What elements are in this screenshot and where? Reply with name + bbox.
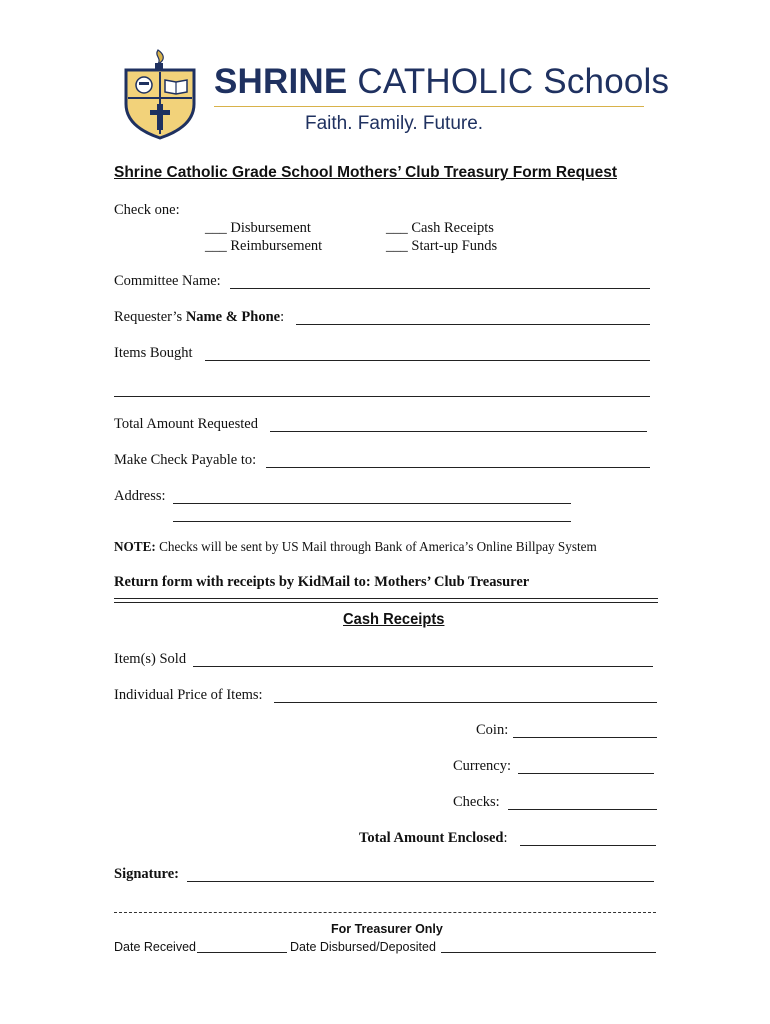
option-reimbursement[interactable]: ___ Reimbursement (205, 238, 323, 254)
currency-label: Currency: (453, 758, 511, 774)
total-enclosed-colon: : (503, 830, 508, 846)
items-bought-label: Items Bought (114, 345, 193, 361)
individual-price-field[interactable] (274, 702, 657, 703)
option-cash-receipts[interactable]: ___ Cash Receipts (386, 220, 494, 236)
committee-name-label: Committee Name: (114, 273, 221, 289)
currency-field[interactable] (518, 773, 654, 774)
date-disbursed-label: Date Disbursed/Deposited (290, 940, 436, 954)
brand-divider (214, 106, 644, 107)
address-field-2[interactable] (173, 521, 571, 522)
brand-tagline: Faith. Family. Future. (305, 113, 484, 134)
signature-field[interactable] (187, 881, 654, 882)
option-disbursement[interactable]: ___ Disbursement (205, 220, 311, 236)
date-received-field[interactable] (197, 952, 287, 953)
payable-to-field[interactable] (266, 467, 650, 468)
coin-label: Coin: (476, 722, 509, 738)
total-enclosed-field[interactable] (520, 845, 656, 846)
cash-receipts-heading: Cash Receipts (343, 611, 445, 628)
return-instructions: Return form with receipts by KidMail to: Mothers’ Club Treasurer (114, 574, 530, 590)
items-sold-field[interactable] (193, 666, 653, 667)
brand-name-rest: CATHOLIC Schools (357, 62, 670, 101)
check-one-label: Check one: (114, 202, 180, 218)
requester-prefix: Requester’s (114, 309, 183, 325)
requester-field[interactable] (296, 324, 650, 325)
school-crest-icon (122, 48, 198, 140)
section-divider (114, 598, 658, 603)
coin-field[interactable] (513, 737, 657, 738)
checks-label: Checks: (453, 794, 500, 810)
total-enclosed-bold: Total Amount Enclosed (359, 830, 504, 846)
requester-label (114, 309, 284, 326)
items-bought-field-2[interactable] (114, 396, 650, 397)
address-field-1[interactable] (173, 503, 571, 504)
total-requested-label: Total Amount Requested (114, 416, 258, 432)
brand-name (214, 62, 669, 102)
brand-name-bold: SHRINE (214, 62, 348, 101)
requester-colon: : (280, 309, 285, 325)
cut-line (114, 912, 656, 913)
signature-label: Signature: (114, 866, 179, 882)
individual-price-label: Individual Price of Items: (114, 687, 263, 703)
checks-field[interactable] (508, 809, 657, 810)
committee-name-field[interactable] (230, 288, 650, 289)
option-startup-funds[interactable]: ___ Start-up Funds (386, 238, 498, 254)
items-sold-label: Item(s) Sold (114, 651, 187, 667)
payable-to-label: Make Check Payable to: (114, 452, 257, 468)
date-disbursed-field[interactable] (441, 952, 656, 953)
requester-bold: Name & Phone (185, 309, 281, 325)
total-enclosed-label (359, 830, 508, 847)
treasurer-heading: For Treasurer Only (331, 922, 443, 936)
items-bought-field[interactable] (205, 360, 650, 361)
note (114, 539, 597, 555)
note-label: NOTE: (114, 539, 156, 554)
form-title: Shrine Catholic Grade School Mothers’ Club Treasury Form Request (114, 164, 617, 181)
date-received-label: Date Received (114, 940, 196, 954)
note-text: Checks will be sent by US Mail through Bank of America’s Online Billpay System (159, 539, 597, 554)
total-requested-field[interactable] (270, 431, 647, 432)
address-label: Address: (114, 488, 166, 504)
